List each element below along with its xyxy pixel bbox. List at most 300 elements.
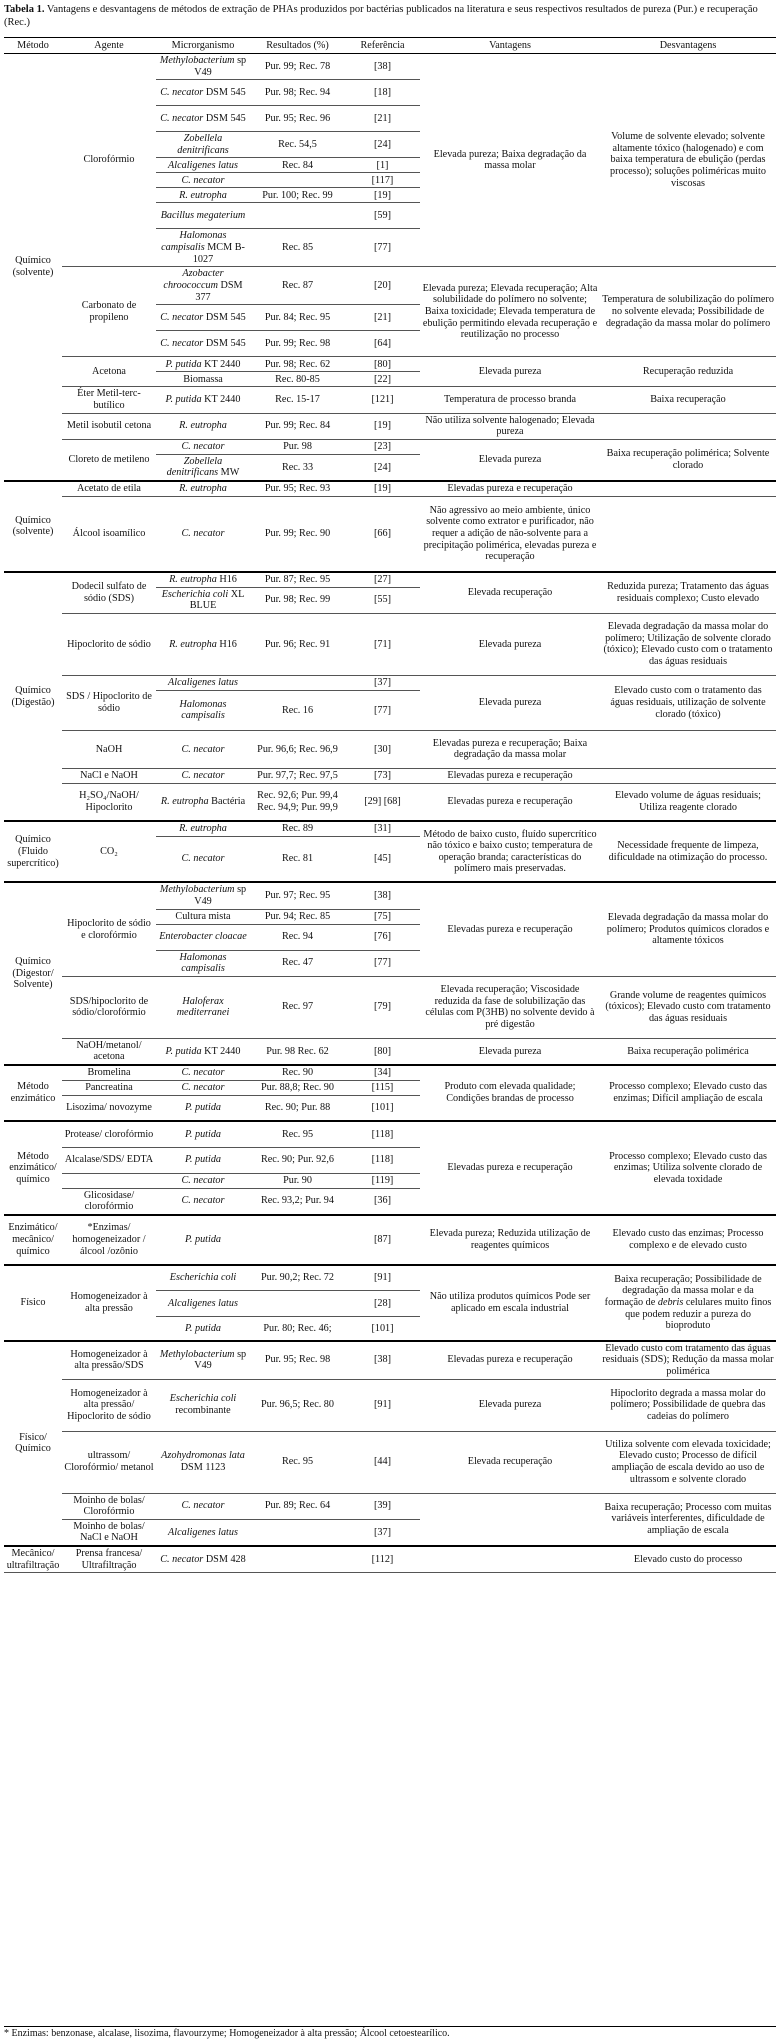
reference-cell: [59] xyxy=(345,203,420,229)
reference-cell: [121] xyxy=(345,387,420,413)
reference-cell: [27] xyxy=(345,572,420,587)
table-row xyxy=(4,675,776,690)
advantages-cell: Não utiliza produtos químicos Pode ser aplicado em escala industrial xyxy=(420,1265,600,1341)
results-cell: Pur. 98; Rec. 94 xyxy=(250,80,345,106)
reference-cell: [76] xyxy=(345,924,420,950)
reference-cell: [23] xyxy=(345,439,420,454)
disadvantages-cell: Temperatura de solubilização do polímero no solvente elevada; Possibilidade de degradação da massa molar do polímero xyxy=(600,267,776,357)
reference-cell: [118] xyxy=(345,1121,420,1147)
header-resultados: Resultados (%) xyxy=(250,38,345,54)
advantages-cell: Temperatura de processo branda xyxy=(420,387,600,413)
caption-text: Vantagens e desvantagens de métodos de extração de PHAs produzidos por bactérias publicados na literatura e seus respectivos resultados de pureza (Pur.) e recuperação (Rec.) xyxy=(4,4,758,28)
reference-cell: [38] xyxy=(345,882,420,909)
results-cell: Pur. 95; Rec. 93 xyxy=(250,481,345,496)
results-cell: Rec. 47 xyxy=(250,950,345,976)
advantages-cell: Elevada pureza; Reduzida utilização de reagentes químicos xyxy=(420,1215,600,1265)
advantages-cell: Elevadas pureza e recuperação xyxy=(420,1121,600,1215)
disadvantages-cell xyxy=(600,413,776,439)
species-name: Escherichia coli xyxy=(161,588,229,600)
microorganism-cell xyxy=(156,1291,250,1317)
species-name: R. eutropha xyxy=(179,482,227,494)
reference-cell: [79] xyxy=(345,976,420,1038)
reference-cell: [73] xyxy=(345,768,420,783)
method-cell: Físico/ Químico xyxy=(4,1341,62,1546)
results-cell: Rec. 85 xyxy=(250,229,345,267)
results-cell: Rec. 80-85 xyxy=(250,372,345,387)
reference-cell: [28] xyxy=(345,1291,420,1317)
microorganism-cell xyxy=(156,976,250,1038)
microorganism-cell: C. necator DSM 545 xyxy=(156,305,250,331)
disadvantages-cell: Volume de solvente elevado; solvente altamente tóxico (halogenado) e com baixa temperatura de ebulição (perdas processo); soluções poliméricas muito viscosas xyxy=(610,131,766,189)
reference-cell: [21] xyxy=(345,106,420,132)
method-cell: Químico (Digestor/ Solvente) xyxy=(4,882,62,1065)
results-cell: Pur. 96; Rec. 91 xyxy=(250,613,345,675)
caption-label: Tabela 1. xyxy=(4,4,45,15)
microorganism-cell xyxy=(156,675,250,690)
agent-cell: Pancreatina xyxy=(62,1080,156,1095)
advantages-cell: Elevada pureza xyxy=(420,439,600,481)
disadvantages-cell: Elevado custo das enzimas; Processo complexo e de elevado custo xyxy=(600,1215,776,1265)
microorganism-cell: R. eutropha Bactéria xyxy=(156,783,250,821)
advantages-cell: Elevada pureza xyxy=(420,357,600,387)
species-name: C. necator xyxy=(181,743,225,755)
advantages-cell: Elevada recuperação; Viscosidade reduzida da fase de solubilização das células com P(3HB) no solvente devido à pré digestão xyxy=(420,976,600,1038)
microorganism-cell xyxy=(156,188,250,203)
microorganism-cell: C. necator DSM 428 xyxy=(156,1546,250,1573)
table-row xyxy=(4,496,776,572)
results-cell xyxy=(250,1519,345,1546)
species-name: R. eutropha xyxy=(160,796,209,808)
species-name: R. eutropha xyxy=(169,574,217,586)
agent-cell xyxy=(62,1173,156,1188)
results-cell: Pur. 84; Rec. 95 xyxy=(250,305,345,331)
header-referencia: Referência xyxy=(345,38,420,54)
results-cell: Pur. 99; Rec. 78 xyxy=(264,60,331,72)
method-cell: Enzimático/ mecânico/ químico xyxy=(4,1215,62,1265)
method-cell: Método enzimático xyxy=(4,1065,62,1121)
agent-cell: ultrassom/ Clorofórmio/ metanol xyxy=(62,1431,156,1493)
species-name: R. eutropha xyxy=(179,420,227,432)
results-cell: Pur. 95; Rec. 98 xyxy=(250,1341,345,1379)
microorganism-cell xyxy=(156,496,250,572)
agent-cell: Glicosidase/ clorofórmio xyxy=(62,1188,156,1215)
species-name: C. necator xyxy=(181,853,225,865)
species-name: Azobacter chroococcum xyxy=(163,268,224,292)
disadvantages-cell xyxy=(600,496,776,572)
reference-cell: [77] xyxy=(345,229,420,267)
results-cell: Pur. 96,5; Rec. 80 xyxy=(250,1379,345,1431)
microorganism-cell xyxy=(156,481,250,496)
disadvantages-cell: Elevada degradação da massa molar do polímero; Utilização de solvente clorado (tóxico); Elevado custo com o tratamento das águas residuais xyxy=(600,613,776,675)
results-cell xyxy=(250,1546,345,1573)
header-microrganismo: Microrganismo xyxy=(156,38,250,54)
table-body xyxy=(4,54,776,1573)
reference-cell: [24] xyxy=(345,454,420,481)
results-cell: Rec. 95 xyxy=(250,1121,345,1147)
results-cell: Pur. 94; Rec. 85 xyxy=(250,909,345,924)
microorganism-cell: C. necator DSM 545 xyxy=(156,106,250,132)
reference-cell: [80] xyxy=(345,1038,420,1065)
microorganism-cell: Methylobacterium sp V49 xyxy=(156,1341,250,1379)
reference-cell: [80] xyxy=(345,357,420,372)
method-cell: Químico (Digestão) xyxy=(4,572,62,821)
microorganism-cell xyxy=(156,1121,250,1147)
microorganism-cell xyxy=(156,836,250,882)
reference-cell: [45] xyxy=(345,836,420,882)
microorganism-cell xyxy=(156,821,250,836)
species-name: C. necator xyxy=(181,1066,225,1078)
results-cell: Rec. 54,5 xyxy=(250,132,345,158)
agent-cell: SDS / Hipoclorito de sódio xyxy=(62,675,156,730)
microorganism-cell xyxy=(156,1065,250,1080)
table-row xyxy=(4,387,776,413)
reference-cell: [34] xyxy=(345,1065,420,1080)
results-cell: Rec. 87 xyxy=(250,267,345,305)
table-row xyxy=(4,1493,776,1519)
advantages-cell xyxy=(420,1493,600,1546)
advantages-cell: Elevada pureza xyxy=(420,1038,600,1065)
advantages-cell: Elevadas pureza e recuperação xyxy=(420,1341,600,1379)
advantages-cell: Elevadas pureza e recuperação xyxy=(420,768,600,783)
microorganism-cell xyxy=(156,158,250,173)
table-row xyxy=(4,1341,776,1379)
table-row xyxy=(4,1431,776,1493)
microorganism-cell: Biomassa xyxy=(156,372,250,387)
reference-cell: [55] xyxy=(345,587,420,613)
disadvantages-cell: Baixa recuperação; Processo com muitas variáveis interferentes, dificuldade de ampliação de escala xyxy=(600,1493,776,1546)
table-row xyxy=(4,572,776,587)
agent-cell: NaCl e NaOH xyxy=(62,768,156,783)
header-metodo: Método xyxy=(4,38,62,54)
advantages-cell: Elevada pureza; Baixa degradação da massa molar xyxy=(433,148,587,172)
results-cell: Pur. 98 Rec. 62 xyxy=(250,1038,345,1065)
method-cell: Mecânico/ ultrafiltração xyxy=(4,1546,62,1573)
reference-cell: [36] xyxy=(345,1188,420,1215)
species-name: Escherichia coli xyxy=(169,1393,237,1405)
reference-cell: [101] xyxy=(345,1095,420,1121)
agent-cell: Hipoclorito de sódio e clorofórmio xyxy=(62,882,156,976)
species-name: C. necator xyxy=(160,1553,204,1565)
method-cell: Químico (solvente) xyxy=(12,255,54,278)
reference-cell: [31] xyxy=(345,821,420,836)
results-cell: Pur. 88,8; Rec. 90 xyxy=(250,1080,345,1095)
microorganism-cell xyxy=(156,730,250,768)
agent-cell: NaOH xyxy=(62,730,156,768)
reference-cell: [22] xyxy=(345,372,420,387)
microorganism-cell: P. putida KT 2440 xyxy=(156,387,250,413)
reference-cell: [38] xyxy=(345,1341,420,1379)
reference-cell: [29] [68] xyxy=(345,783,420,821)
agent-cell: Álcool isoamílico xyxy=(62,496,156,572)
microorganism-cell xyxy=(156,1317,250,1341)
advantages-cell: Elevadas pureza e recuperação xyxy=(420,882,600,976)
reference-cell: [119] xyxy=(345,1173,420,1188)
reference-cell: [118] xyxy=(345,1147,420,1173)
agent-cell: Bromelina xyxy=(62,1065,156,1080)
species-name: Halomonas campisalis xyxy=(179,951,227,975)
reference-cell: [101] xyxy=(345,1317,420,1341)
microorganism-cell: Methylobacterium sp V49 xyxy=(159,55,247,78)
results-cell: Pur. 99; Rec. 90 xyxy=(250,496,345,572)
agent-cell: H₂SO₄/NaOH/ Hipoclorito xyxy=(62,783,156,821)
table-row xyxy=(4,413,776,439)
table-row xyxy=(4,613,776,675)
microorganism-cell xyxy=(156,1147,250,1173)
results-cell xyxy=(250,675,345,690)
reference-cell: [66] xyxy=(345,496,420,572)
microorganism-cell: Methylobacterium sp V49 xyxy=(156,882,250,909)
advantages-cell xyxy=(420,1546,600,1573)
microorganism-cell xyxy=(156,1519,250,1546)
table-row xyxy=(4,1121,776,1147)
microorganism-cell xyxy=(156,413,250,439)
table-row xyxy=(4,1546,776,1573)
species-name: C. necator xyxy=(160,86,204,98)
table-row xyxy=(4,882,776,909)
reference-cell: [87] xyxy=(345,1215,420,1265)
reference-cell: [117] xyxy=(345,173,420,188)
agent-cell: Hipoclorito de sódio xyxy=(62,613,156,675)
reference-cell: [24] xyxy=(345,132,420,158)
microorganism-cell: Azohydromonas lata DSM 1123 xyxy=(156,1431,250,1493)
microorganism-cell: P. putida KT 2440 xyxy=(156,1038,250,1065)
microorganism-cell xyxy=(156,1188,250,1215)
disadvantages-cell xyxy=(600,768,776,783)
species-name: Methylobacterium xyxy=(159,1348,235,1360)
species-name: Alcaligenes latus xyxy=(168,677,238,689)
agent-cell: Prensa francesa/ Ultrafiltração xyxy=(62,1546,156,1573)
species-name: C. necator xyxy=(181,1195,225,1207)
disadvantages-cell: Hipoclorito degrada a massa molar do polímero; Possibilidade de quebra das cadeias do polímero xyxy=(600,1379,776,1431)
advantages-cell: Elevadas pureza e recuperação xyxy=(420,481,600,496)
microorganism-cell xyxy=(156,1265,250,1291)
agent-cell: Moinho de bolas/ Clorofórmio xyxy=(62,1493,156,1519)
microorganism-cell: Cultura mista xyxy=(156,909,250,924)
disadvantages-cell: Elevado custo do processo xyxy=(600,1546,776,1573)
advantages-cell: Elevada pureza xyxy=(420,613,600,675)
disadvantages-cell: Reduzida pureza; Tratamento das águas residuais complexo; Custo elevado xyxy=(600,572,776,613)
species-name: Zobellela denitrificans xyxy=(166,455,223,479)
disadvantages-cell: Baixa recuperação xyxy=(600,387,776,413)
agent-cell: CO₂ xyxy=(62,821,156,882)
microorganism-cell xyxy=(156,924,250,950)
species-name: C. necator xyxy=(181,440,225,452)
disadvantages-cell: Elevada degradação da massa molar do polímero; Produtos químicos clorados e altamente tóxicos xyxy=(600,882,776,976)
table-row xyxy=(4,54,776,80)
species-name: P. putida xyxy=(184,1102,222,1114)
results-cell: Rec. 92,6; Pur. 99,4 Rec. 94,9; Pur. 99,9 xyxy=(250,783,345,821)
agent-cell: Dodecil sulfato de sódio (SDS) xyxy=(62,572,156,613)
results-cell: Rec. 90; Pur. 92,6 xyxy=(250,1147,345,1173)
microorganism-cell xyxy=(156,1095,250,1121)
advantages-cell: Elevadas pureza e recuperação; Baixa degradação da massa molar xyxy=(420,730,600,768)
microorganism-cell xyxy=(156,1080,250,1095)
microorganism-cell: Zobellela denitrificans MW xyxy=(156,454,250,481)
advantages-cell: Elevadas pureza e recuperação xyxy=(420,783,600,821)
results-cell: Pur. 99; Rec. 84 xyxy=(250,413,345,439)
reference-cell: [71] xyxy=(345,613,420,675)
results-cell: Pur. 80; Rec. 46; xyxy=(250,1317,345,1341)
reference-cell: [64] xyxy=(345,331,420,357)
microorganism-cell: Escherichia coli XL BLUE xyxy=(156,587,250,613)
species-name: Bacillus megaterium xyxy=(160,210,246,222)
table-header-row xyxy=(4,38,776,54)
microorganism-cell: C. necator DSM 545 xyxy=(156,80,250,106)
microorganism-cell: R. eutropha H16 xyxy=(156,572,250,587)
reference-cell: [75] xyxy=(345,909,420,924)
reference-cell: [19] xyxy=(345,481,420,496)
agent-cell: Homogeneizador à alta pressão/SDS xyxy=(62,1341,156,1379)
results-cell: Pur. 98 xyxy=(250,439,345,454)
disadvantages-cell: Recuperação reduzida xyxy=(600,357,776,387)
species-name: Azohydromonas lata xyxy=(161,1450,245,1462)
agent-cell: Protease/ clorofórmio xyxy=(62,1121,156,1147)
results-cell: Pur. 95; Rec. 96 xyxy=(250,106,345,132)
species-name: Haloferax mediterranei xyxy=(176,995,230,1019)
method-cell: Químico (Fluido supercrítico) xyxy=(4,821,62,882)
species-name: C. necator xyxy=(181,770,225,782)
species-name: Methylobacterium xyxy=(159,884,235,896)
agent-cell: Carbonato de propileno xyxy=(62,267,156,357)
header-agente: Agente xyxy=(62,38,156,54)
microorganism-cell xyxy=(156,439,250,454)
species-name: P. putida xyxy=(184,1233,222,1245)
extraction-methods-table xyxy=(4,37,776,1573)
reference-cell: [91] xyxy=(345,1265,420,1291)
header-desvantagens: Desvantagens xyxy=(600,38,776,54)
species-name: Halomonas campisalis xyxy=(161,230,227,254)
species-name: C. necator xyxy=(160,312,204,324)
results-cell: Pur. 96,6; Rec. 96,9 xyxy=(250,730,345,768)
table-row xyxy=(4,730,776,768)
table-caption xyxy=(4,3,776,29)
results-cell: Pur. 97,7; Rec. 97,5 xyxy=(250,768,345,783)
species-name: Methylobacterium xyxy=(159,55,235,66)
table-row xyxy=(4,821,776,836)
advantages-cell: Elevada pureza xyxy=(420,1379,600,1431)
reference-cell: [19] xyxy=(345,413,420,439)
results-cell xyxy=(250,1291,345,1317)
method-cell: Físico xyxy=(4,1265,62,1341)
advantages-cell: Elevada pureza xyxy=(420,675,600,730)
table-row xyxy=(4,976,776,1038)
agent-cell: Homogeneizador à alta pressão xyxy=(62,1265,156,1341)
reference-cell: [39] xyxy=(345,1493,420,1519)
species-name: C. necator xyxy=(160,338,204,350)
results-cell: Pur. 100; Rec. 99 xyxy=(250,188,345,203)
results-cell: Pur. 97; Rec. 95 xyxy=(250,882,345,909)
species-name: P. putida xyxy=(184,1128,222,1140)
agent-cell: Acetona xyxy=(62,357,156,387)
reference-cell: [44] xyxy=(345,1431,420,1493)
disadvantages-cell: Necessidade frequente de limpeza, dificuldade na otimização do processo. xyxy=(600,821,776,882)
results-cell: Rec. 90; Pur. 88 xyxy=(250,1095,345,1121)
method-cell: Método enzimático/ químico xyxy=(4,1121,62,1215)
table-row xyxy=(4,1038,776,1065)
species-name: Zobellela denitrificans xyxy=(177,133,229,156)
advantages-cell: Não agressivo ao meio ambiente, único solvente como extrator e purificador, não requer a adição de não-solvente para a precipitação polimérica, elevadas pureza e recuperação xyxy=(420,496,600,572)
advantages-cell: Elevada recuperação xyxy=(420,1431,600,1493)
disadvantages-cell: Utiliza solvente com elevada toxicidade; Elevado custo; Processo de difícil ampliação de escala devido ao uso de ultrassom e solvente clorado xyxy=(600,1431,776,1493)
reference-cell: [30] xyxy=(345,730,420,768)
table-row xyxy=(4,768,776,783)
disadvantages-cell: Baixa recuperação; Possibilidade de degradação da massa molar e da formação de debris celulares muito finos que podem reduzir a pureza do bioproduto xyxy=(600,1265,776,1341)
table-row xyxy=(4,1215,776,1265)
disadvantages-cell: Grande volume de reagentes químicos (tóxicos); Elevado custo com tratamento das águas residuais xyxy=(600,976,776,1038)
disadvantages-cell: Processo complexo; Elevado custo das enzimas; Utiliza solvente clorado de elevada toxidade xyxy=(600,1121,776,1215)
advantages-cell: Método de baixo custo, fluído supercrítico não tóxico e baixo custo; temperatura de operação branda; características do polímero mais preservadas. xyxy=(420,821,600,882)
species-name: C. necator xyxy=(181,1081,225,1093)
species-name: R. eutropha xyxy=(179,189,227,201)
reference-cell: [18] xyxy=(345,80,420,106)
reference-cell: [21] xyxy=(345,305,420,331)
reference-cell: [37] xyxy=(345,675,420,690)
results-cell: Rec. 89 xyxy=(250,821,345,836)
species-name: C. necator xyxy=(181,1500,225,1512)
disadvantages-cell: Elevado volume de águas residuais; Utiliza reagente clorado xyxy=(600,783,776,821)
species-name: P. putida xyxy=(184,1322,222,1334)
table-row xyxy=(4,1265,776,1291)
agent-cell: Éter Metil-terc-butílico xyxy=(62,387,156,413)
microorganism-cell xyxy=(156,132,250,158)
microorganism-cell: Halomonas campisalis MCM B-1027 xyxy=(156,229,250,267)
microorganism-cell xyxy=(156,1493,250,1519)
species-name: Enterobacter cloacae xyxy=(159,931,247,943)
table-row xyxy=(4,783,776,821)
method-cell: Químico (solvente) xyxy=(4,481,62,572)
agent-cell: Cloreto de metileno xyxy=(62,439,156,481)
results-cell: Rec. 81 xyxy=(250,836,345,882)
results-cell: Pur. 98; Rec. 99 xyxy=(250,587,345,613)
agent-cell: NaOH/metanol/ acetona xyxy=(62,1038,156,1065)
reference-cell: [19] xyxy=(345,188,420,203)
agent-cell: Lisozima/ novozyme xyxy=(62,1095,156,1121)
species-name: C. necator xyxy=(160,112,204,124)
results-cell: Rec. 33 xyxy=(250,454,345,481)
agent-cell: SDS/hipoclorito de sódio/clorofórmio xyxy=(62,976,156,1038)
agent-cell: Homogeneizador à alta pressão/ Hipoclorito de sódio xyxy=(62,1379,156,1431)
microorganism-cell xyxy=(156,1173,250,1188)
species-name: C. necator xyxy=(181,527,225,539)
results-cell xyxy=(250,203,345,229)
results-cell: Rec. 16 xyxy=(250,690,345,730)
reference-cell: [115] xyxy=(345,1080,420,1095)
microorganism-cell: R. eutropha H16 xyxy=(156,613,250,675)
species-name: P. putida xyxy=(184,1154,222,1166)
results-cell: Rec. 90 xyxy=(250,1065,345,1080)
advantages-cell: Não utiliza solvente halogenado; Elevada pureza xyxy=(420,413,600,439)
species-name: Escherichia coli xyxy=(169,1272,237,1284)
results-cell: Pur. 87; Rec. 95 xyxy=(250,572,345,587)
disadvantages-cell xyxy=(600,730,776,768)
microorganism-cell xyxy=(156,173,250,188)
microorganism-cell xyxy=(156,203,250,229)
species-name: Alcaligenes latus xyxy=(168,159,238,171)
reference-cell: [20] xyxy=(345,267,420,305)
table-row xyxy=(4,267,776,305)
italic-term: debris xyxy=(657,1296,684,1308)
results-cell xyxy=(250,1215,345,1265)
table-row xyxy=(4,439,776,454)
species-name: Alcaligenes latus xyxy=(168,1297,238,1309)
results-cell: Pur. 89; Rec. 64 xyxy=(250,1493,345,1519)
reference-cell: [77] xyxy=(345,950,420,976)
disadvantages-cell: Elevado custo com tratamento das águas residuais (SDS); Redução da massa molar polimérica xyxy=(600,1341,776,1379)
table-footnote: * Enzimas: benzonase, alcalase, lisozima, flavourzyme; Homogeneizador à alta pressão; Álcool cetoestearílico. xyxy=(4,2026,776,2040)
microorganism-cell xyxy=(156,768,250,783)
results-cell: Pur. 98; Rec. 62 xyxy=(250,357,345,372)
agent-cell: *Enzimas/ homogeneizador / álcool /ozônio xyxy=(62,1215,156,1265)
